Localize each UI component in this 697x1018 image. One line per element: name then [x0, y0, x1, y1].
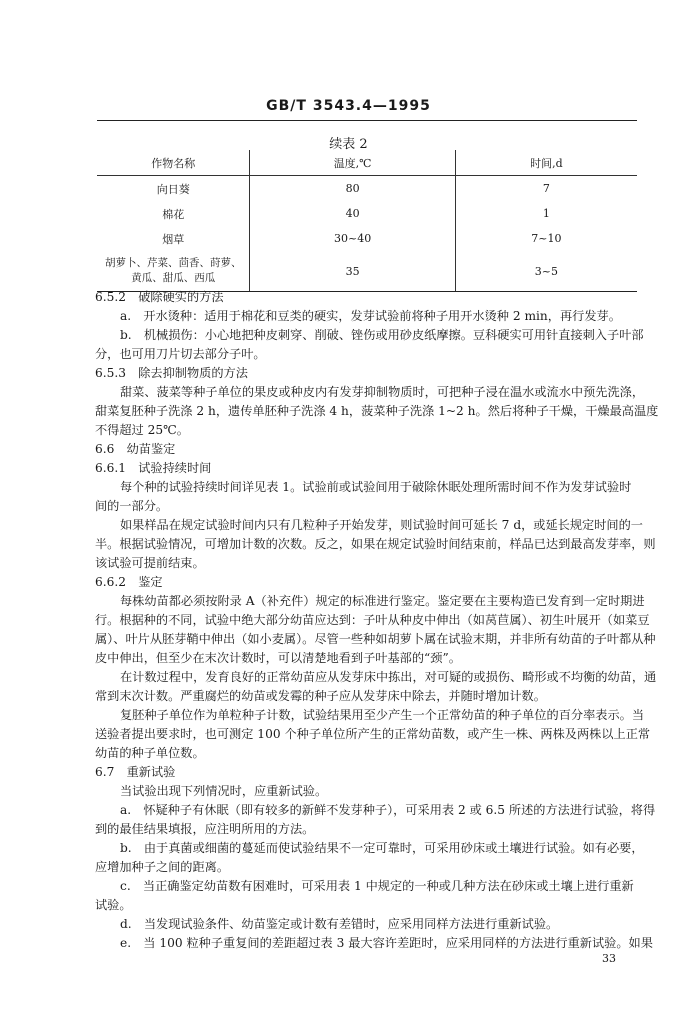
body-line: 每株幼苗都必须按附录 A（补充件）规定的标准进行鉴定。鉴定要在主要构造已发育到一定时期进: [120, 594, 645, 608]
table-header-row: [97, 150, 637, 176]
section-heading: 6.6.2 鉴定: [95, 575, 163, 589]
body-line: a. 开水烫种：适用于棉花和豆类的硬实，发芽试验前将种子用开水烫种 2 min，再行发芽。: [120, 309, 621, 323]
document-header: GB/T 3543.4—1995: [266, 98, 431, 114]
table-cell: 40: [250, 201, 455, 226]
data-table: [97, 150, 637, 292]
body-line: 行。根据种的不同，试验中绝大部分幼苗应达到：子叶从种皮中伸出（如莴苣属）、初生叶展开（如菜豆: [95, 613, 650, 627]
body-line: 不得超过 25℃。: [95, 423, 189, 437]
body-line: 皮中伸出，但至少在末次计数时，可以清楚地看到子叶基部的“颈”。: [95, 651, 461, 665]
table-cell: 35: [250, 251, 455, 292]
body-line: 甜菜复胚种子洗涤 2 h，遗传单胚种子洗涤 4 h，菠菜种子洗涤 1~2 h。然后将种子干燥，干燥最高温度: [95, 404, 659, 418]
table-cell: 1: [455, 201, 637, 226]
table-cell: 7: [455, 176, 637, 202]
table-cell: 80: [250, 176, 455, 202]
body-line: d. 当发现试验条件、幼苗鉴定或计数有差错时，应采用同样方法进行重新试验。: [120, 917, 559, 931]
table-cell: 烟草: [162, 232, 185, 246]
body-line: 间的一部分。: [95, 499, 169, 513]
table-header-cell: 作物名称: [97, 150, 250, 176]
body-line: 到的最佳结果填报，应注明所用的方法。: [95, 822, 315, 836]
body-line: 甜菜、菠菜等种子单位的果皮或种皮内有发芽抑制物质时，可把种子浸在温水或流水中预先洗涤，: [120, 385, 645, 399]
body-line: 应增加种子之间的距离。: [95, 860, 230, 874]
body-line: 常到末次计数。严重腐烂的幼苗或发霉的种子应从发芽床中除去，并随时增加计数。: [95, 689, 546, 703]
table-header-cell: 时间,d: [455, 150, 637, 176]
body-line: 如果样品在规定试验时间内只有几粒种子开始发芽，则试验时间可延长 7 d，或延长规定时间的一: [120, 518, 643, 532]
body-line: 试验。: [95, 898, 132, 912]
body-line: 在计数过程中，发育良好的正常幼苗应从发芽床中拣出，对可疑的或损伤、畸形或不均衡的幼苗，通: [120, 670, 657, 684]
table-header-cell: 温度,℃: [250, 150, 455, 176]
body-line: a. 怀疑种子有休眠（即有较多的新鲜不发芽种子），可采用表 2 或 6.5 所述的方法进行试验，将得: [120, 803, 656, 817]
body-line: b. 由于真菌或细菌的蔓延而使试验结果不一定可靠时，可采用砂床或土壤进行试验。如有必要，: [120, 841, 644, 855]
table-row: [97, 251, 637, 292]
page-number: 33: [602, 952, 616, 965]
table-cell: 3~5: [455, 251, 637, 292]
body-line: 当试验出现下列情况时，应重新试验。: [120, 784, 328, 798]
body-line: 半。根据试验情况，可增加计数的次数。反之，如果在规定试验时间结束前，样品已达到最高发芽率，则: [95, 537, 656, 551]
body-line: 每个种的试验持续时间详见表 1。试验前或试验间用于破除休眠处理所需时间不作为发芽试验时: [120, 480, 632, 494]
section-heading: 6.6 幼苗鉴定: [95, 442, 176, 456]
section-heading: 6.7 重新试验: [95, 765, 176, 779]
table-cell: 棉花: [162, 207, 185, 221]
header-rule: [97, 120, 637, 121]
section-heading: 6.6.1 试验持续时间: [95, 461, 212, 475]
table-row: [97, 201, 637, 226]
table-row: [97, 176, 637, 202]
section-heading: 6.5.2 破除硬实的方法: [95, 290, 224, 304]
body-line: 属）、叶片从胚芽鞘中伸出（如小麦属）。尽管一些种如胡萝卜属在试验末期，并非所有幼苗的子叶都从种: [95, 632, 656, 646]
body-line: c. 当正确鉴定幼苗数有困难时，可采用表 1 中规定的一种或几种方法在砂床或土壤上进行重新: [120, 879, 634, 893]
table-cell: 胡萝卜、芹菜、茴香、莳萝、黄瓜、甜瓜、西瓜: [97, 251, 250, 292]
body-line: 该试验可提前结束。: [95, 556, 205, 570]
body-line: 分，也可用刀片切去部分子叶。: [95, 347, 266, 361]
table-cell: 向日葵: [156, 182, 190, 196]
table-row: [97, 226, 637, 251]
section-heading: 6.5.3 除去抑制物质的方法: [95, 366, 248, 380]
body-line: e. 当 100 粒种子重复间的差距超过表 3 最大容许差距时，应采用同样的方法进行重新试验。如果: [120, 936, 653, 950]
body-line: 复胚种子单位作为单粒种子计数，试验结果用至少产生一个正常幼苗的种子单位的百分率表示。当: [120, 708, 645, 722]
table-cell: 30~40: [250, 226, 455, 251]
table-caption: 续表 2: [329, 137, 368, 152]
table-cell: 7~10: [455, 226, 637, 251]
body-line: b. 机械损伤：小心地把种皮刺穿、削破、锉伤或用砂皮纸摩擦。豆科硬实可用针直接刺入子叶部: [120, 328, 644, 342]
body-line: 幼苗的种子单位数。: [95, 746, 205, 760]
body-line: 送验者提出要求时，也可测定 100 个种子单位所产生的正常幼苗数，或产生一株、两株及两株以上正常: [95, 727, 651, 741]
